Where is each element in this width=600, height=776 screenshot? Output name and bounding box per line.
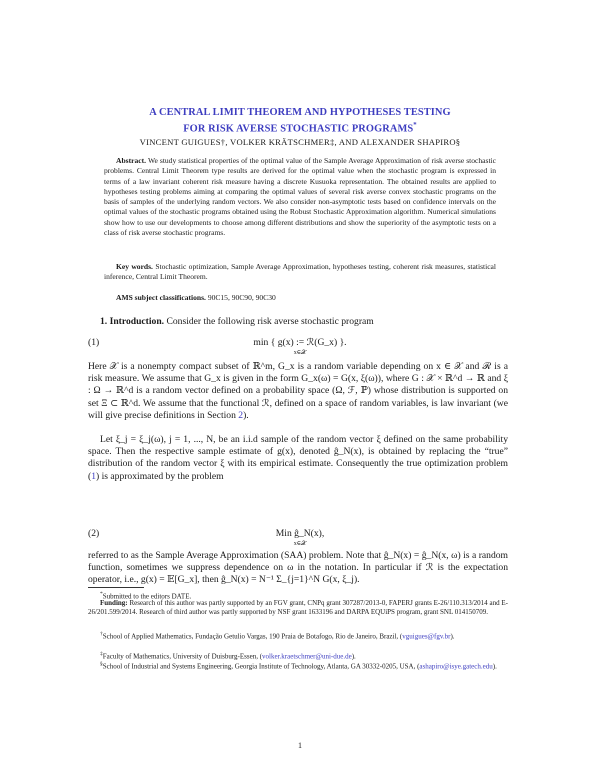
ams-label: AMS subject classifications. <box>116 293 206 302</box>
footnote-rule <box>88 587 144 588</box>
equation-2 <box>0 528 600 547</box>
intro-text: Consider the following risk averse stochastic program <box>166 316 374 327</box>
paragraph-3: referred to as the Sample Average Approximation (SAA) problem. Note that ĝ_N(x) = ĝ_N(x, ω) is a random function, sometimes we suppress dependence on ω in the notation. In particular if ℛ is the expectation operator, i.e., g(x) = 𝔼[G_x], then ĝ_N(x) = N⁻¹ Σ_{j=1}^N G(x, ξ_j). <box>88 550 508 586</box>
funding-label: Funding: <box>100 599 128 607</box>
equation-1-ref[interactable]: 1 <box>91 470 96 482</box>
abstract-text: We study statistical properties of the optimal value of the Sample Average Approximation of risk averse stochastic problems. Central Limit Theorem type results are derived for the optimal value when the stochastic program is expressed in terms of a law invariant coherent risk measure having a discrete Kusuoka representation. The obtained results are applied to hypotheses testing problems aiming at comparing the optimal values of several risk averse convex stochastic programs on the basis of samples of the underlying random vectors. We also consider non-asymptotic tests based on confidence intervals on the optimal values of the stochastic programs obtained using the Robust Stochastic Approximation algorithm. Numerical simulations show how to use our developments to choose among different distributions and show the superiority of the asymptotic tests on a class of risk averse stochastic programs. <box>104 156 496 238</box>
footnote-affiliation-1 <box>88 630 508 642</box>
email-link-3[interactable]: ashapiro@isye.gatech.edu <box>419 662 493 671</box>
footnote-text: School of Applied Mathematics, Fundação Getulio Vargas, 190 Praia de Botafogo, Rio de Janeiro, Brazil, ( <box>102 632 403 641</box>
equation-2-subscript: x∈𝒳 <box>293 541 307 547</box>
footnote-text: Submitted to the editors DATE. <box>102 592 192 601</box>
footnote-mark: ‡ <box>100 651 103 657</box>
funding-text: Research of this author was partly supported by an FGV grant, CNPq grant 307287/2013-0, FAPERJ grants E-26/110.313/2014 and E-26/201.599/2014. Research of third author was partly supported by NSF grant 1633196 and DARPA EQUiPS program, grant SNL 014150709. <box>88 599 508 617</box>
section-introduction <box>88 316 508 328</box>
page-number: 1 <box>298 741 302 750</box>
equation-1-number: (1) <box>88 337 100 348</box>
paragraph-1-end: ). <box>243 409 249 421</box>
keywords <box>104 262 496 283</box>
footnote-mark: † <box>100 631 103 637</box>
equation-1-body: min { g(x) := ℛ(G_x) }. <box>253 337 347 348</box>
paragraph-2-text-a: Let ξ_j = ξ_j(ω), j = 1, ..., N, be an i.i.d sample of the random vector ξ defined on the same probability space. Then the respective sample estimate of g(x), denoted ĝ_N(x), is obtained by replacing the “true” distribution of the random vector ξ with its empirical estimate. Consequently the true optimization problem ( <box>88 434 508 482</box>
footnote-end: ). <box>450 632 455 641</box>
equation-2-body: Min ĝ_N(x), <box>275 528 325 539</box>
footnote-mark: * <box>100 591 103 597</box>
equation-1 <box>0 337 600 356</box>
ams-classification <box>104 293 496 303</box>
title-line-2 <box>70 119 530 135</box>
paragraph-1 <box>88 361 508 422</box>
footnote-mark: § <box>100 661 103 667</box>
paragraph-2 <box>88 434 508 483</box>
footnote-funding <box>88 599 508 617</box>
equation-2-number: (2) <box>88 528 100 539</box>
footnote-text: Faculty of Mathematics, University of Duisburg-Essen, ( <box>102 652 263 661</box>
section-2-ref[interactable]: 2 <box>238 409 244 421</box>
equation-1-subscript: x∈𝒳 <box>293 350 307 356</box>
ams-codes: 90C15, 90C90, 90C30 <box>207 293 276 302</box>
abstract <box>104 156 496 238</box>
footnote-text: School of Industrial and Systems Engineering, Georgia Institute of Technology, Atlanta, GA 30332-0205, USA, ( <box>102 662 420 671</box>
email-link-1[interactable]: vguigues@fgv.br <box>402 632 451 641</box>
footnote-end: ). <box>351 652 356 661</box>
email-link-2[interactable]: volker.kraetschmer@uni-due.de <box>262 652 352 661</box>
footnote-end: ). <box>492 662 497 671</box>
title-footnote-mark: * <box>413 122 417 129</box>
keywords-text: Stochastic optimization, Sample Average Approximation, hypotheses testing, coherent risk measures, statistical inference, Central Limit Theorem. <box>104 262 497 282</box>
paper-title <box>70 106 530 135</box>
title-line-2-text: FOR RISK AVERSE STOCHASTIC PROGRAMS <box>183 123 414 135</box>
keywords-label: Key words. <box>116 262 153 271</box>
footnote-affiliation-3 <box>88 660 508 672</box>
title-line-1: A CENTRAL LIMIT THEOREM AND HYPOTHESES TESTING <box>149 107 451 118</box>
paragraph-2-text-b: ) is approximated by the problem <box>96 470 224 482</box>
section-heading: 1. Introduction. <box>100 316 165 327</box>
author-list: VINCENT GUIGUES†, VOLKER KRÄTSCHMER‡, AND ALEXANDER SHAPIRO§ <box>139 137 461 147</box>
abstract-label: Abstract. <box>116 156 146 165</box>
paragraph-1-text: Here 𝒳 is a nonempty compact subset of ℝ^m, G_x is a random variable depending on x ∈ 𝒳 and ℛ is a risk measure. We assume that G_x is given in the form G_x(ω) = G(x, ξ(ω)), where G : 𝒳 × ℝ^d → ℝ and ξ : Ω → ℝ^d is a random vector defined on a probability space (Ω, ℱ, ℙ) whose distribution is supported on set Ξ ⊂ ℝ^d. We assume that the functional ℛ, defined on a space of random variables, is law invariant (we will give precise definitions in Section <box>88 361 508 421</box>
